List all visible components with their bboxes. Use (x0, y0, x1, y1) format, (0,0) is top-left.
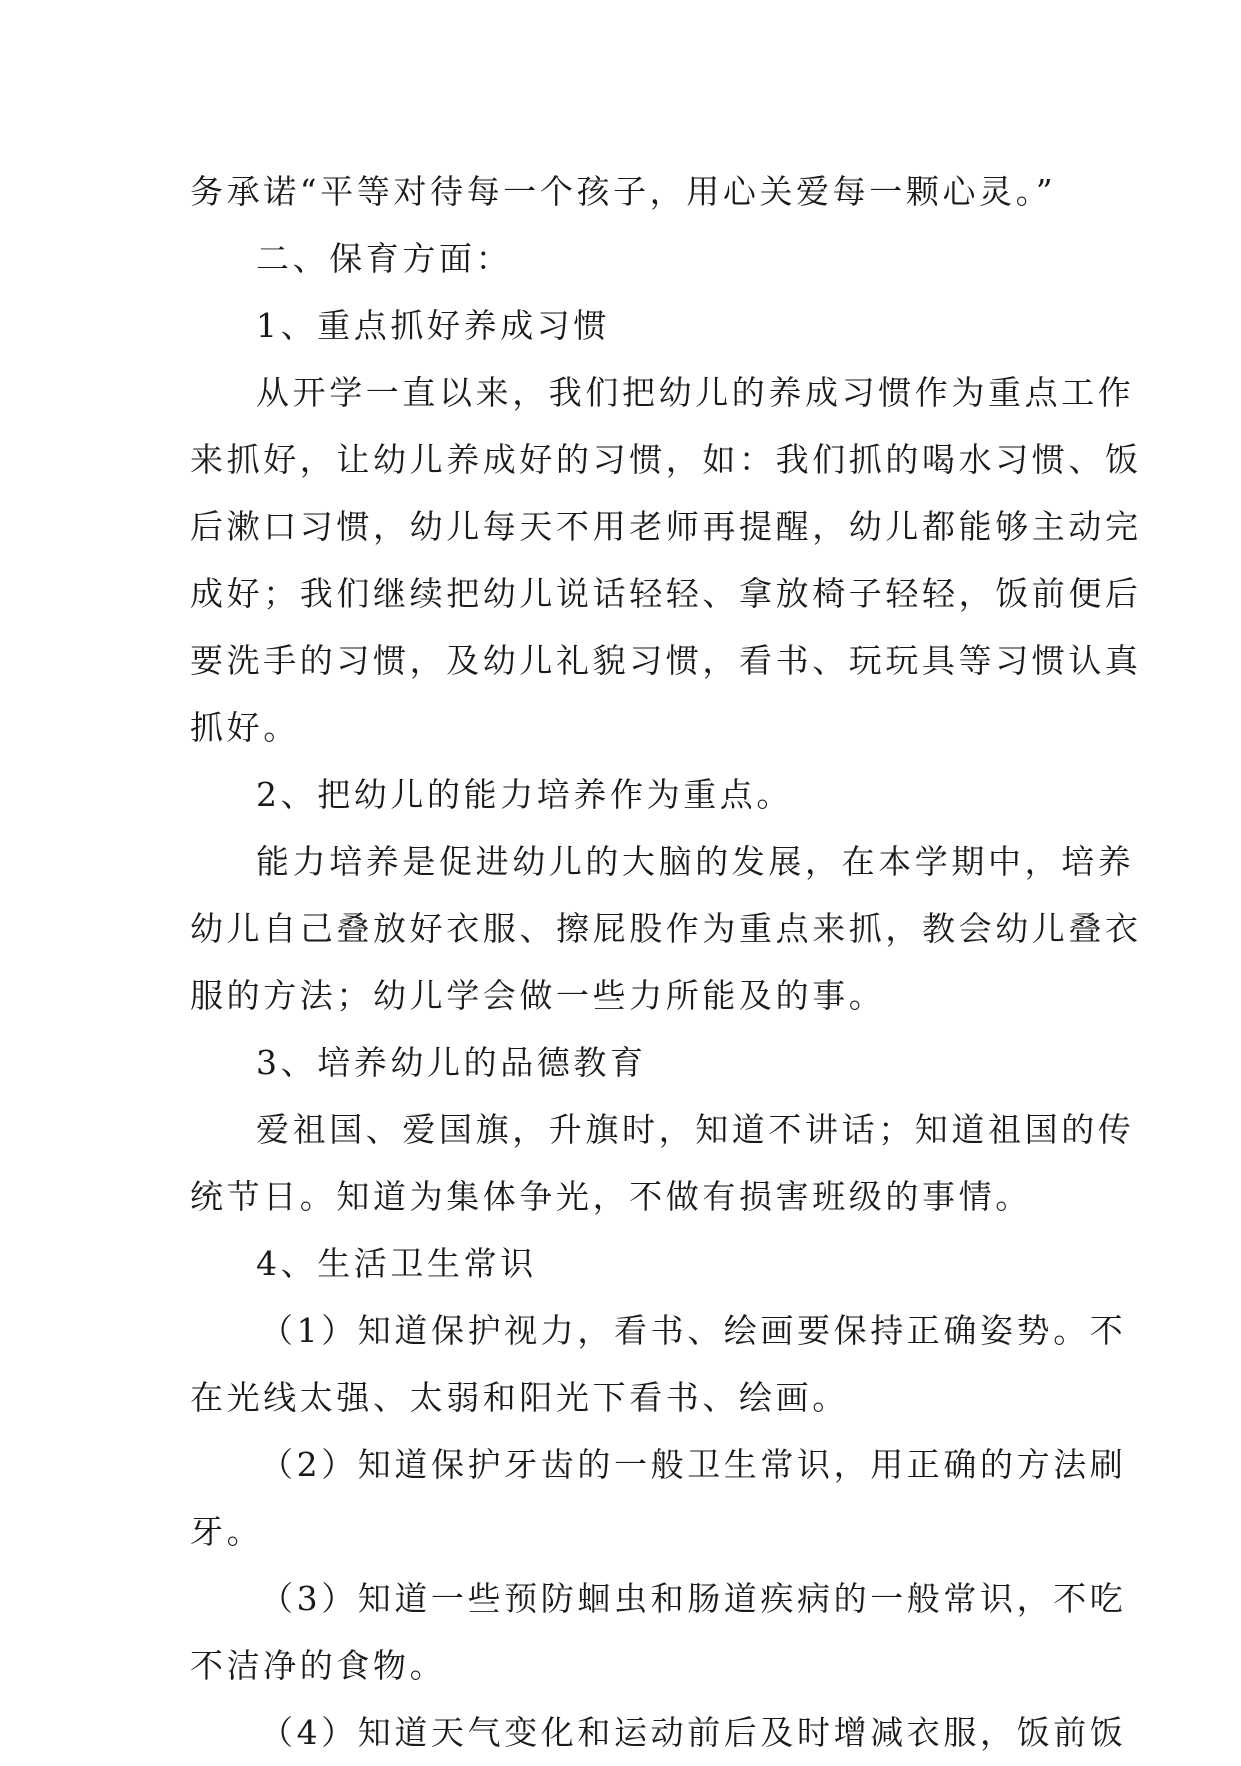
document-body (190, 158, 1142, 1766)
text-line: 后漱口习惯，幼儿每天不用老师再提醒，幼儿都能够主动完 (190, 507, 1142, 546)
text-line: 在光线太强、太弱和阳光下看书、绘画。 (190, 1378, 849, 1417)
text-line: 来抓好，让幼儿养成好的习惯，如：我们抓的喝水习惯、饭 (190, 440, 1142, 479)
text-line: 务承诺“平等对待每一个孩子，用心关爱每一颗心灵。” (190, 172, 1057, 211)
text-line: 能力培养是促进幼儿的大脑的发展，在本学期中，培养 (256, 842, 1135, 881)
subsection-heading: 1、重点抓好养成习惯 (256, 306, 610, 345)
text-line: 爱祖国、爱国旗，升旗时，知道不讲话；知道祖国的传 (256, 1110, 1135, 1149)
text-line: 要洗手的习惯，及幼儿礼貌习惯，看书、玩玩具等习惯认真 (190, 641, 1142, 680)
text-line: （4）知道天气变化和运动前后及时增减衣服，饭前饭 (260, 1713, 1127, 1752)
text-line: 从开学一直以来，我们把幼儿的养成习惯作为重点工作 (256, 373, 1135, 412)
text-line: （1）知道保护视力，看书、绘画要保持正确姿势。不 (260, 1311, 1127, 1350)
subsection-heading: 4、生活卫生常识 (256, 1244, 537, 1283)
subsection-heading: 2、把幼儿的能力培养作为重点。 (256, 775, 793, 814)
subsection-heading: 3、培养幼儿的品德教育 (256, 1043, 647, 1082)
text-line: 牙。 (190, 1512, 264, 1551)
text-line: 幼儿自己叠放好衣服、擦屁股作为重点来抓，教会幼儿叠衣 (190, 909, 1142, 948)
section-heading: 二、保育方面： (256, 239, 513, 278)
text-line: 抓好。 (190, 708, 300, 747)
text-line: （3）知道一些预防蛔虫和肠道疾病的一般常识，不吃 (260, 1579, 1127, 1618)
text-line: 不洁净的食物。 (190, 1646, 447, 1685)
text-line: 统节日。知道为集体争光，不做有损害班级的事情。 (190, 1177, 1032, 1216)
text-line: （2）知道保护牙齿的一般卫生常识，用正确的方法刷 (260, 1445, 1127, 1484)
text-line: 服的方法；幼儿学会做一些力所能及的事。 (190, 976, 886, 1015)
text-line: 成好；我们继续把幼儿说话轻轻、拿放椅子轻轻，饭前便后 (190, 574, 1142, 613)
